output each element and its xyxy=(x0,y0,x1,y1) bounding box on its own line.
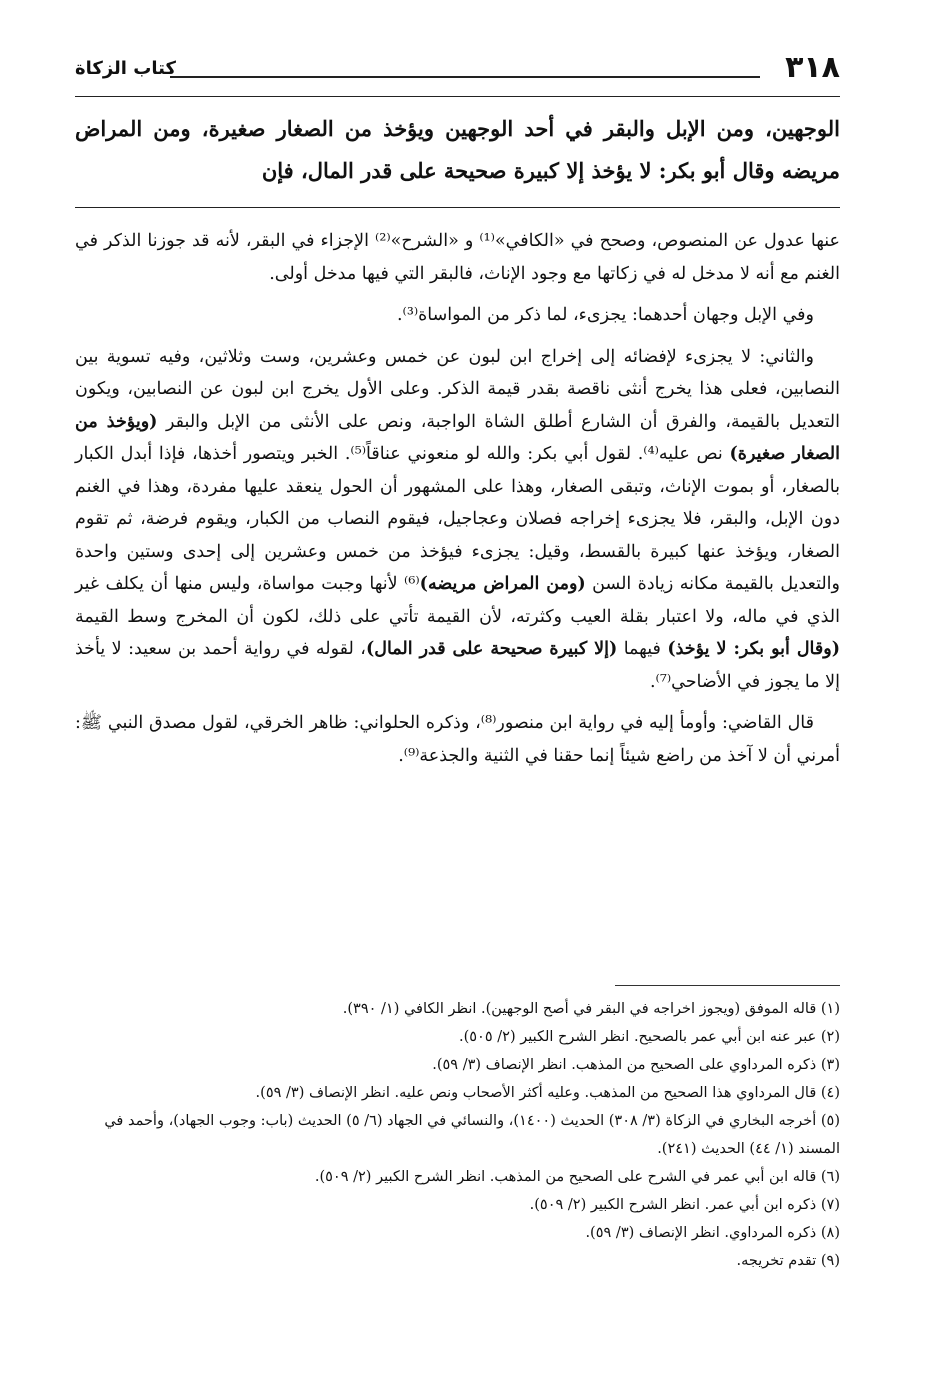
p3-text-a: والثاني: لا يجزىء لإفضائه إلى إخراج ابن لبون عن خمس وعشرين، وست وثلاثين، وفيه تسوية بين النصابين، فعلى هذا يخرج أنثى ناقصة بقدر قيمة الذكر. وعلى الأول يخرج ابن لبون عن النصابين، ويكون التعديل بالقيمة، والفرق أن الشارع أطلق الشاة الواجبة، ونص على الأنثى من الإبل والبقر xyxy=(75,346,840,432)
footnote-9: (٩) تقدم تخريجه. xyxy=(736,1253,840,1269)
footnote-6: (٦) قاله ابن أبي عمر في الشرح على الصحيح من المذهب. انظر الشرح الكبير (٢/ ٥٠٩). xyxy=(314,1169,840,1185)
commentary-paragraph-2: وفي الإبل وجهان أحدهما: يجزىء، لما ذكر من المواساة⁽³⁾. xyxy=(396,305,814,325)
footnote-divider xyxy=(615,985,840,986)
footnote-5: (٥) أخرجه البخاري في الزكاة (٣/ ٣٠٨) الحديث (١٤٠٠)، والنسائي في الجهاد (٦/ ٥) الحديث (باب: وجوب الجهاد)، وأحمد في المسند (١/ ٤٤) الحديث (٢٤١). xyxy=(104,1113,840,1157)
footnotes xyxy=(75,995,840,1275)
commentary-paragraph-3 xyxy=(75,341,840,699)
p3-text-d: فيهما xyxy=(623,639,661,659)
main-text: الوجهين، ومن الإبل والبقر في أحد الوجهين ويؤخذ من الصغار صغيرة، ومن المراض مريضه وقال أبو بكر: لا يؤخذ إلا كبيرة صحيحة على قدر المال، فإن xyxy=(75,116,840,183)
page-number: ٣١٨ xyxy=(785,50,840,85)
commentary-paragraph-1: عنها عدول عن المنصوص، وصحح في «الكافي»⁽¹⁾ و «الشرح»⁽²⁾ الإجزاء في البقر، لأنه قد جوزنا الذكر في الغنم مع أنه لا مدخل له في زكاتها مع وجود الإناث، فالبقر التي فيها مدخل أولى. xyxy=(75,231,840,284)
commentary xyxy=(75,225,840,781)
book-title: كتاب الزكاة xyxy=(75,58,176,79)
header-bottom-divider xyxy=(75,96,840,97)
footnote-3: (٣) ذكره المرداوي على الصحيح من المذهب. انظر الإنصاف (٣/ ٥٩). xyxy=(432,1057,840,1073)
p3-bold-1: (ويؤخذ من الصغار صغيرة) xyxy=(75,411,841,464)
p3-bold-4: (إلا كبيرة صحيحة على قدر المال) xyxy=(365,639,618,659)
p3-bold-2: (ومن المراض مريضه) xyxy=(419,574,586,594)
p3-text-c: ⁽⁶⁾ لأنها وجبت مواساة، وليس منها أن يكلف غير الذي في ماله، ولا اعتبار بقلة العيب وكثرته، لأن القيمة تأتي على ذلك، لكون أن المخرج وسط القيمة xyxy=(75,574,840,627)
footnote-8: (٨) ذكره المرداوي. انظر الإنصاف (٣/ ٥٩). xyxy=(585,1225,840,1241)
page-header xyxy=(75,50,840,94)
footnote-2: (٢) عبر عنه ابن أبي عمر بالصحيح. انظر الشرح الكبير (٢/ ٥٠٥). xyxy=(458,1029,840,1045)
footnote-1: (١) قاله الموفق (ويجوز اخراجه في البقر في أصح الوجهين). انظر الكافي (١/ ٣٩٠). xyxy=(342,1001,840,1017)
p3-bold-3: (وقال أبو بكر: لا يؤخذ) xyxy=(667,639,840,659)
p3-text-b: نص عليه⁽⁴⁾. لقول أبي بكر: والله لو منعوني عناقاً⁽⁵⁾. الخبر ويتصور أخذها، فإذا أبدل الكبار بالصغار، أو بموت الإناث، وتبقى الصغار، وهذا على المشهور أن الحول ينعقد عليها مفردة، وهذا في الغنم دون الإبل، والبقر، فلا يجزىء إخراجه فصلان وعجاجيل، فيقوم النصاب من الكبار، ويقوم فرضة، ثم تقوم الصغار، ويؤخذ عنها كبيرة بالقسط، وقيل: يجزىء فيؤخذ من خمس وعشرين إلى إحدى وستين واحدة والتعديل بالقيمة مكانه زيادة السن xyxy=(75,444,840,594)
commentary-paragraph-4: قال القاضي: وأومأ إليه في رواية ابن منصور⁽⁸⁾، وذكره الحلواني: ظاهر الخرقي، لقول مصدق النبي ﷺ: أمرني أن لا آخذ من راضع شيئاً إنما حقنا في الثنية والجذعة⁽⁹⁾. xyxy=(75,713,840,766)
header-divider xyxy=(170,76,760,78)
footnote-7: (٧) ذكره ابن أبي عمر. انظر الشرح الكبير (٢/ ٥٠٩). xyxy=(529,1197,840,1213)
footnote-4: (٤) قال المرداوي هذا الصحيح من المذهب. وعليه أكثر الأصحاب ونص عليه. انظر الإنصاف (٣/ ٥٩). xyxy=(255,1085,840,1101)
p3-text-e: ، لقوله في رواية أحمد بن سعيد: لا يأخذ إلا ما يجوز في الأضاحي⁽⁷⁾. xyxy=(75,639,840,692)
main-text-divider xyxy=(75,207,840,208)
